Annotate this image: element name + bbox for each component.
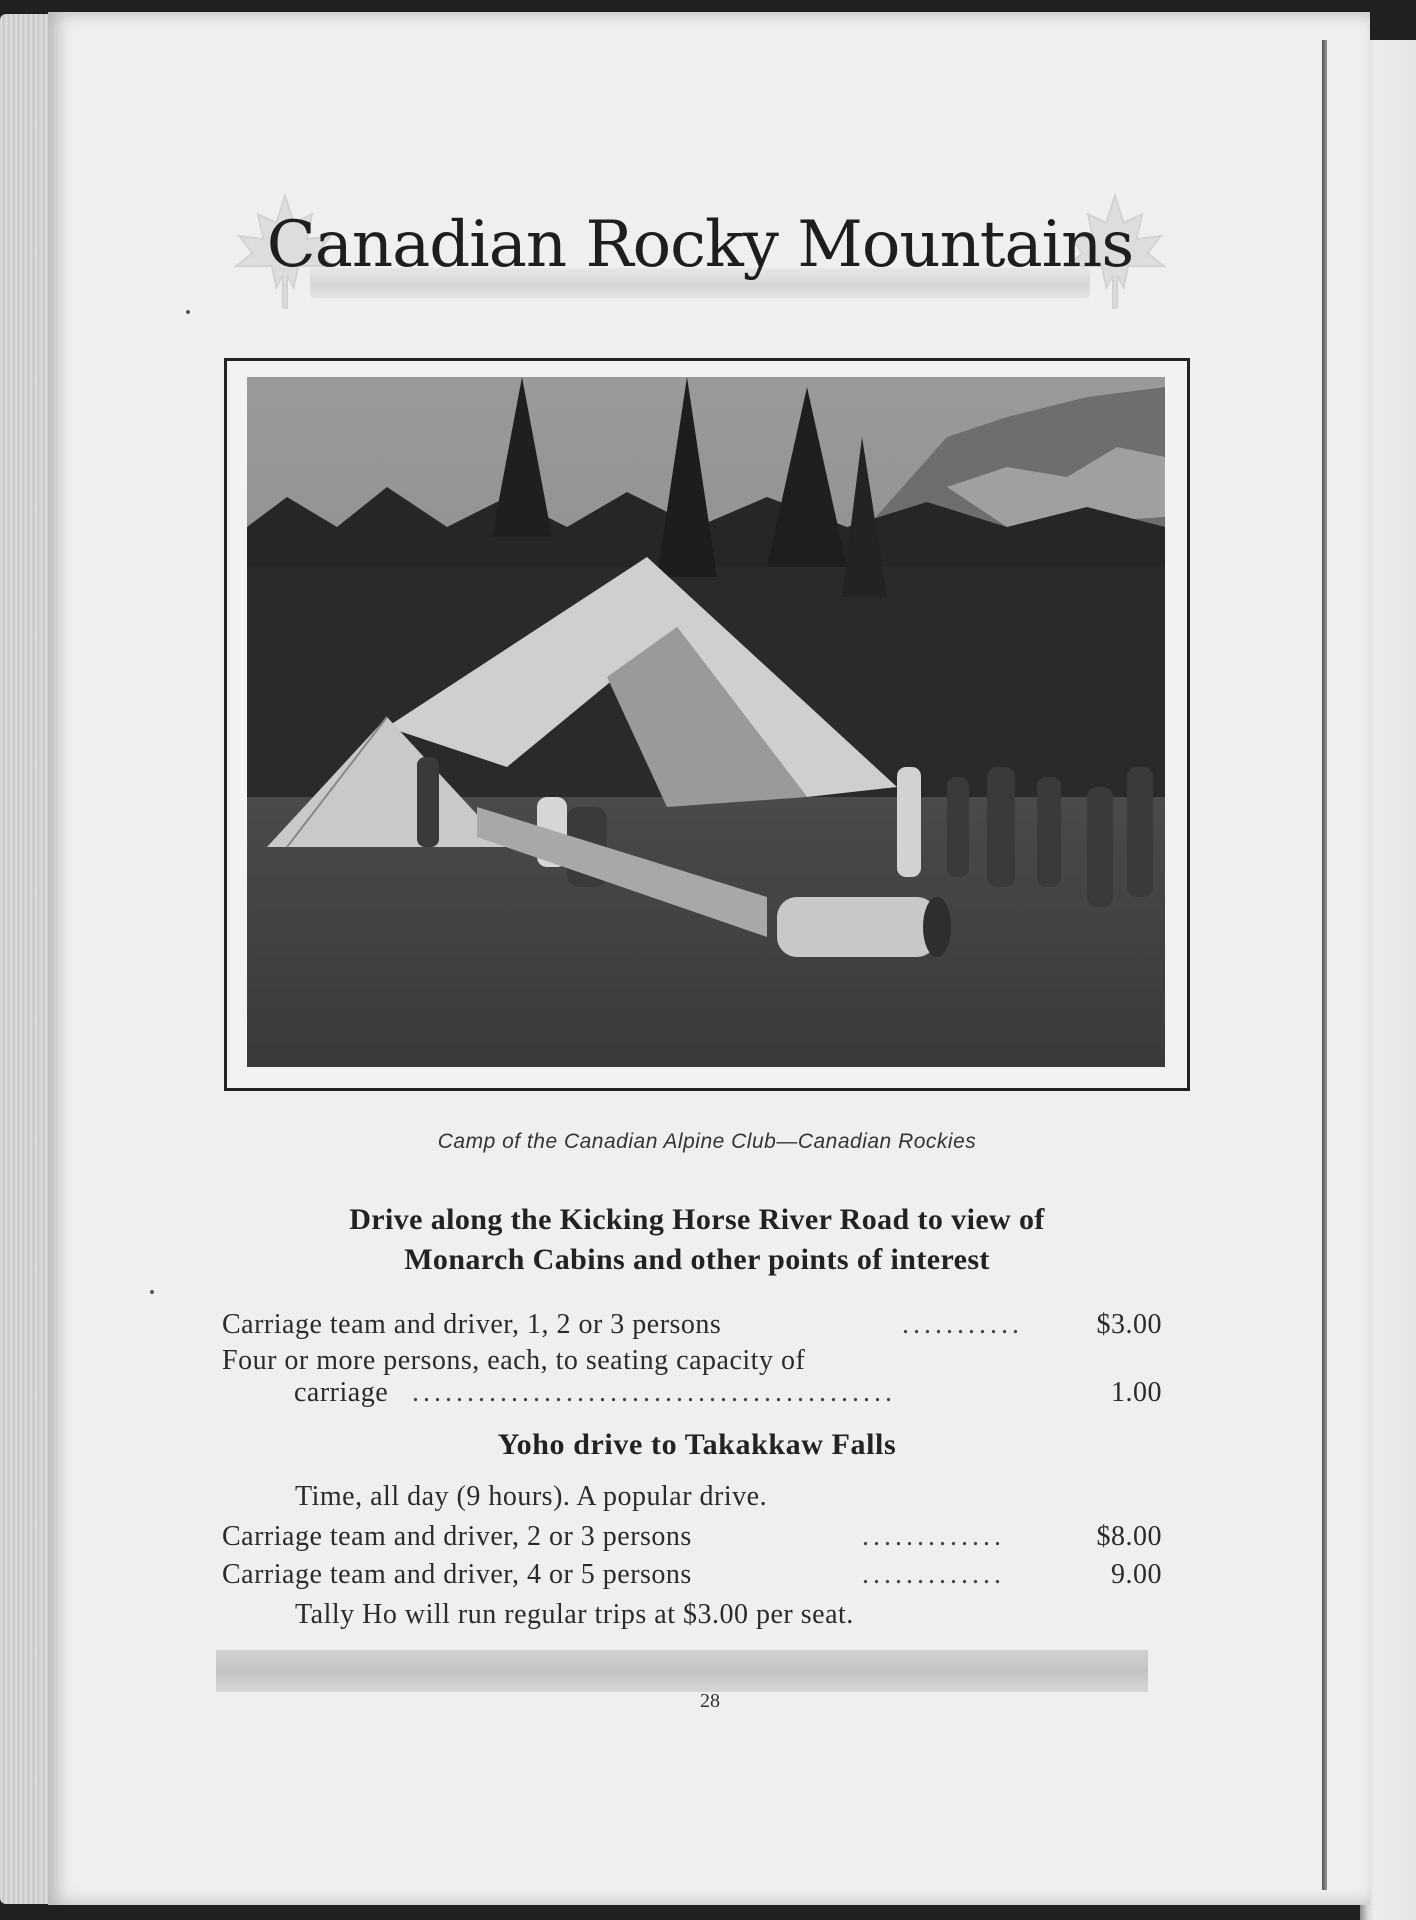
- rate-price: 1.00: [1111, 1377, 1162, 1408]
- page-header: [220, 190, 1180, 320]
- rate-label: Four or more persons, each, to seating capacity of: [222, 1345, 806, 1376]
- page-title: Canadian Rocky Mountains: [266, 208, 1134, 282]
- rate-price: $8.00: [1096, 1521, 1162, 1552]
- photo-frame: [224, 358, 1190, 1091]
- leader-dots: .............: [862, 1559, 1005, 1590]
- rate-label-continued: carriage: [294, 1377, 389, 1408]
- scan-speck: [186, 310, 190, 314]
- section-heading-yoho: Yoho drive to Takakkaw Falls: [497, 1428, 897, 1461]
- rate-row: [222, 1374, 1162, 1412]
- rate-price: 9.00: [1111, 1559, 1162, 1590]
- rate-label: Carriage team and driver, 1, 2 or 3 persons: [222, 1309, 722, 1340]
- yoho-intro: Time, all day (9 hours). A popular drive.: [295, 1481, 768, 1512]
- rate-label: Carriage team and driver, 4 or 5 persons: [222, 1559, 692, 1590]
- page-gutter-shadow: [1322, 40, 1327, 1890]
- page-number: 28: [700, 1690, 720, 1712]
- rate-row: [222, 1518, 1162, 1556]
- tally-ho-note: Tally Ho will run regular trips at $3.00 per seat.: [295, 1599, 854, 1630]
- leader-dots: .............: [862, 1521, 1005, 1552]
- rate-price: $3.00: [1096, 1309, 1162, 1340]
- heading-line: Monarch Cabins and other points of interest: [404, 1243, 990, 1276]
- camp-photo: [247, 377, 1165, 1067]
- leader-dots: ............................................: [412, 1377, 896, 1408]
- heading-line: Drive along the Kicking Horse River Road to view of: [349, 1203, 1045, 1236]
- leader-dots: ...........: [902, 1309, 1023, 1340]
- rate-label: Carriage team and driver, 2 or 3 persons: [222, 1521, 692, 1552]
- photo-caption: Camp of the Canadian Alpine Club—Canadian Rockies: [437, 1130, 977, 1153]
- section-heading-kicking-horse: [214, 1200, 1180, 1280]
- scan-speck: [150, 1290, 154, 1294]
- rate-row: [222, 1306, 1162, 1344]
- footer-ornament-band: [216, 1650, 1148, 1692]
- rate-row: [222, 1556, 1162, 1594]
